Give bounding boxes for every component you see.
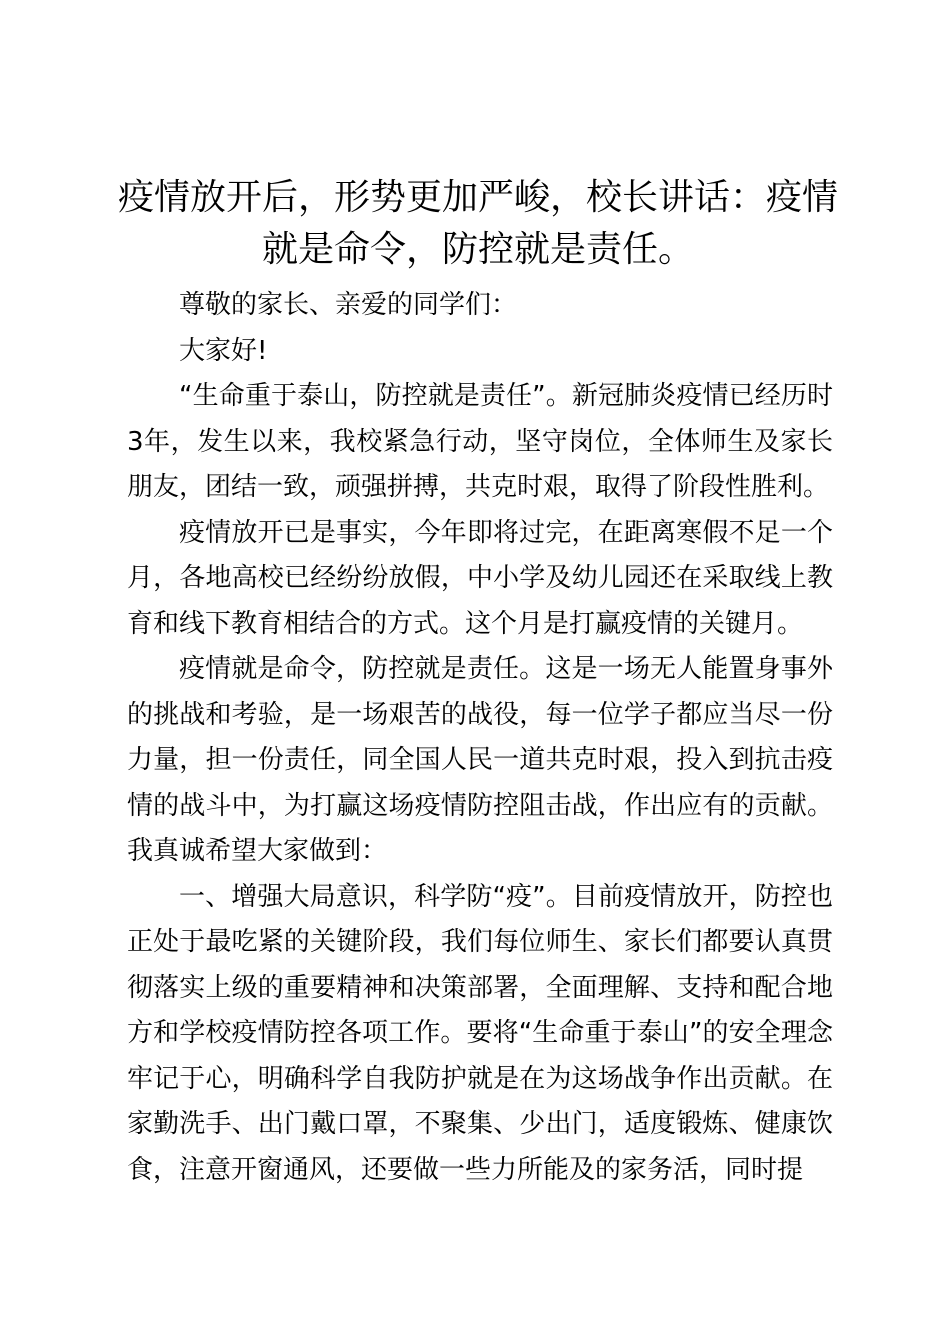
document-body bbox=[127, 283, 833, 1193]
body-paragraph: 一、增强大局意识，科学防“疫”。目前疫情放开，防控也正处于最吃紧的关键阶段，我们每位师生、家长们都要认真贯彻落实上级的重要精神和决策部署，全面理解、支持和配合地方和学校疫情防控各项工作。要将“生命重于泰山”的安全理念牢记于心，明确科学自我防护就是在为这场战争作出贡献。在家勤洗手、出门戴口罩，不聚集、少出门，适度锻炼、健康饮食，注意开窗通风，还要做一些力所能及的家务活，同时提 bbox=[127, 881, 833, 1185]
body-paragraph: “生命重于泰山，防控就是责任”。新冠肺炎疫情已经历时3年，发生以来，我校紧急行动，坚守岗位，全体师生及家长朋友，团结一致，顽强拼搏，共克时艰，取得了阶段性胜利。 bbox=[127, 381, 833, 502]
document-title: 疫情放开后，形势更加严峻，校长讲话：疫情就是命令，防控就是责任。 bbox=[118, 177, 839, 270]
greeting-line: 尊敬的家长、亲爱的同学们： bbox=[179, 290, 518, 320]
body-paragraph: 疫情放开已是事实，今年即将过完，在距离寒假不足一个月，各地高校已经纷纷放假，中小学及幼儿园还在采取线上教育和线下教育相结合的方式。这个月是打赢疫情的关键月。 bbox=[127, 517, 833, 639]
body-paragraph: 疫情就是命令，防控就是责任。这是一场无人能置身事外的挑战和考验，是一场艰苦的战役，每一位学子都应当尽一份力量，担一份责任，同全国人民一道共克时艰，投入到抗击疫情的战斗中，为打赢这场疫情防控阻击战，作出应有的贡献。我真诚希望大家做到： bbox=[127, 654, 833, 866]
salutation-line: 大家好! bbox=[179, 335, 268, 366]
